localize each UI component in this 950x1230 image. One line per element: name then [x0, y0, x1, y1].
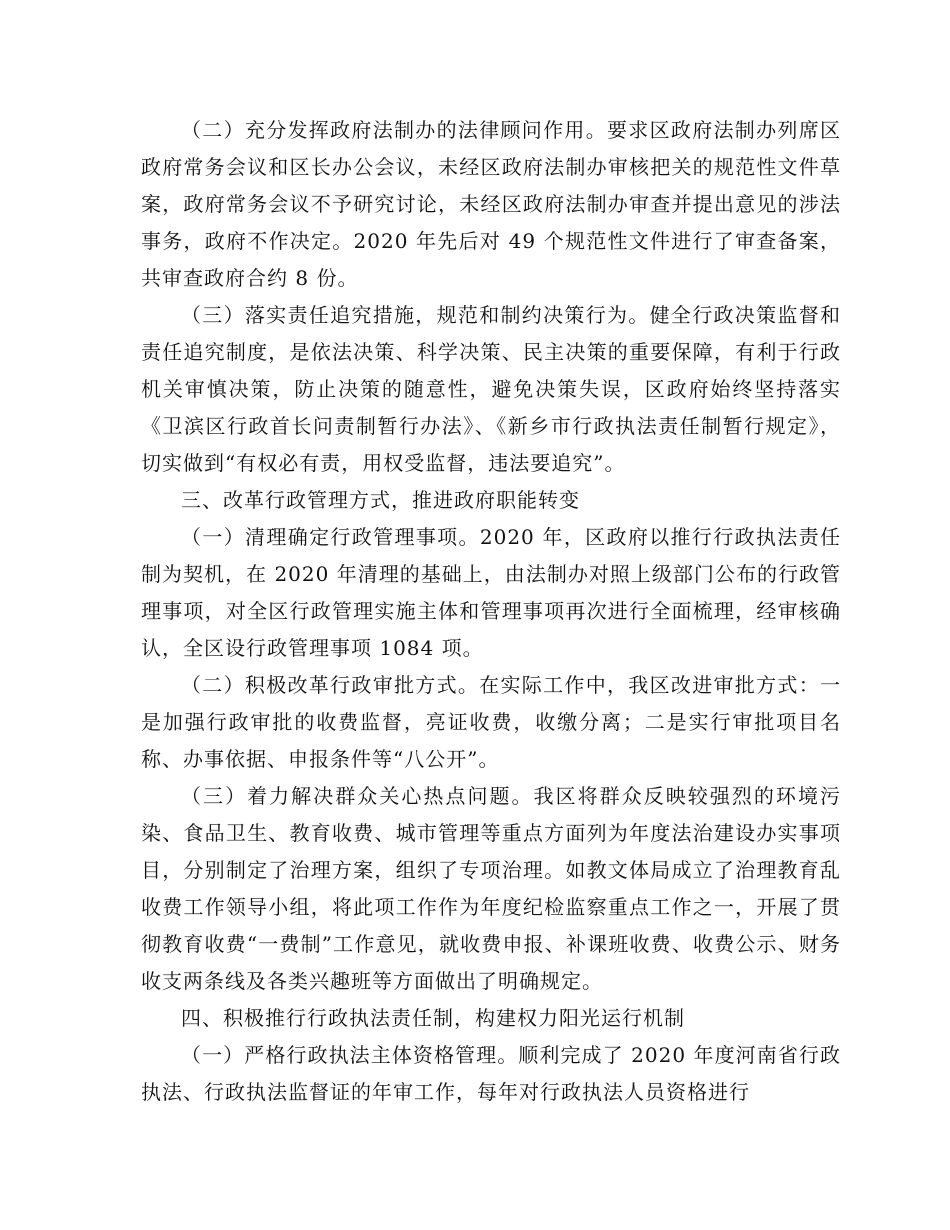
paragraph-hot-issues: （三）着力解决群众关心热点问题。我区将群众反映较强烈的环境污染、食品卫生、教育收费、城市管理等重点方面列为年度法治建设办实事项目，分别制定了治理方案，组织了专项治理。如教文体局成立了治理教育乱收费工作领导小组，将此项工作作为年度纪检监察重点工作之一，开展了贯彻教育收费“一费制”工作意见，就收费申报、补课班收费、收费公示、财务收支两条线及各类兴趣班等方面做出了明确规定。 [141, 784, 841, 993]
section-heading-4: 四、积极推行行政执法责任制，构建权力阳光运行机制 [181, 1006, 685, 1030]
paragraph-admin-matters: （一）清理确定行政管理事项。2020 年，区政府以推行行政执法责任制为契机，在 2020 年清理的基础上，由法制办对照上级部门公布的行政管理事项，对全区行政管理实施主体和管理事项再次进行全面梳理，经审核确认，全区设行政管理事项 1084 项。 [141, 525, 841, 660]
section-heading-3: 三、改革行政管理方式，推进政府职能转变 [181, 488, 580, 512]
paragraph-accountability: （三）落实责任追究措施，规范和制约决策行为。健全行政决策监督和责任追究制度，是依法决策、科学决策、民主决策的重要保障，有利于行政机关审慎决策，防止决策的随意性，避免决策失误，区政府始终坚持落实《卫滨区行政首长问责制暂行办法》、《新乡市行政执法责任制暂行规定》，切实做到“有权必有责，用权受监督，违法要追究”。 [141, 303, 841, 475]
paragraph-enforcement-qualification: （一）严格行政执法主体资格管理。顺利完成了 2020 年度河南省行政执法、行政执法监督证的年审工作，每年对行政执法人员资格进行 [141, 1043, 841, 1104]
paragraph-legal-advisor: （二）充分发挥政府法制办的法律顾问作用。要求区政府法制办列席区政府常务会议和区长办公会议，未经区政府法制办审核把关的规范性文件草案，政府常务会议不予研究讨论，未经区政府法制办审查并提出意见的涉法事务，政府不作决定。2020 年先后对 49 个规范性文件进行了审查备案，共审查政府合约 8 份。 [141, 118, 841, 290]
paragraph-approval-reform: （二）积极改革行政审批方式。在实际工作中，我区改进审批方式：一是加强行政审批的收费监督，亮证收费，收缴分离；二是实行审批项目名称、办事依据、申报条件等“八公开”。 [141, 673, 841, 771]
document-body [141, 112, 841, 1111]
